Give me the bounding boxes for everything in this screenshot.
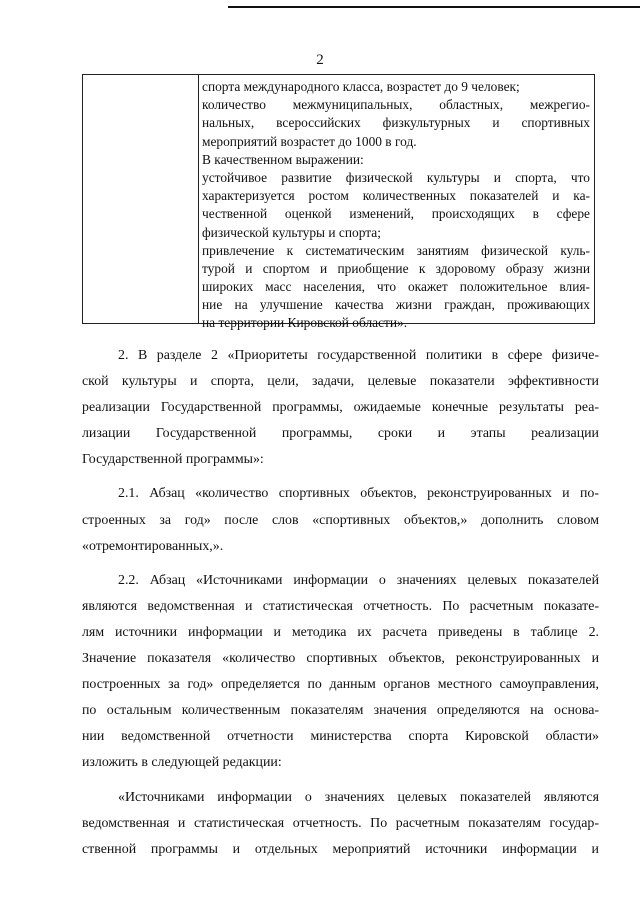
table-cell-left [83,75,199,323]
paragraph-line: реализации Государственной программы, ожидаемые конечные результаты реа- [82,400,599,416]
table-line: широких масс населения, что окажет положительное влия- [202,279,590,295]
table-line: турой и спортом и приобщение к здоровому образу жизни [202,260,590,276]
paragraph-line: изложить в следующей редакции: [82,755,282,771]
table-line: В качественном выражении: [202,151,364,167]
table [82,74,595,331]
paragraph-gap [82,473,599,481]
table-line: мероприятий возрастет до 1000 в год. [202,133,417,149]
table-line: количество межмуниципальных, областных, межрегио- [202,97,590,113]
table-line: устойчивое развитие физической культуры и спорта, что [202,169,590,185]
paragraph-line: ственной программы и отдельных мероприятий источники информации и [82,841,599,857]
page-number: 2 [316,52,324,68]
paragraph-line: строенных за год» после слов «спортивных объектов,» дополнить словом [82,512,599,528]
paragraph [82,343,599,473]
paragraph-line: лизации Государственной программы, сроки и этапы реализации [82,426,599,442]
table-line: на территории Кировской области». [202,315,408,331]
table-line: привлечение к систематическим занятиям физической куль- [202,242,590,258]
table-line: физической культуры и спорта; [202,224,381,240]
paragraph-line: построенных за год» определяется по данным органов местного самоуправления, [82,677,599,693]
paragraph [82,481,599,559]
paragraph-line: являются ведомственная и статистическая отчетность. По расчетным показате- [82,598,599,614]
paragraph-line: 2.1. Абзац «количество спортивных объектов, реконструированных и по- [118,486,599,502]
top-rule [228,6,640,8]
table-line: чественной оценкой изменений, происходящих в сфере [202,206,590,222]
paragraph-gap [82,777,599,785]
table-line: нальных, всероссийских физкультурных и спортивных [202,115,590,131]
table-line: ние на улучшение качества жизни граждан, проживающих [202,297,590,313]
paragraph-line: «Источниками информации о значениях целевых показателей являются [118,789,599,805]
table-line: спорта международного класса, возрастет до 9 человек; [202,79,520,94]
table-line: характеризуется ростом количественных показателей и ка- [202,188,590,204]
paragraph-line: Государственной программы»: [82,452,264,468]
paragraph-line: по остальным количественным показателям значения определяются на основа- [82,703,599,719]
paragraph-line: «отремонтированных,». [82,538,224,554]
paragraph-line: Значение показателя «количество спортивных объектов, реконструированных и [82,651,599,667]
paragraph-gap [82,560,599,568]
paragraph [82,785,599,863]
paragraph-line: 2. В разделе 2 «Приоритеты государственной политики в сфере физиче- [118,348,599,363]
paragraph-line: лям источники информации и методика их расчета приведены в таблице 2. [82,624,599,640]
paragraph-line: ведомственная и статистическая отчетность. По расчетным показателям государ- [82,815,599,831]
table-cell-right [202,78,590,333]
document-body [82,343,599,863]
paragraph-line: нии ведомственной отчетности министерства спорта Кировской области» [82,729,599,745]
paragraph-line: ской культуры и спорта, цели, задачи, целевые показатели эффективности [82,374,599,390]
paragraph [82,568,599,777]
paragraph-line: 2.2. Абзац «Источниками информации о значениях целевых показателей [118,572,599,588]
